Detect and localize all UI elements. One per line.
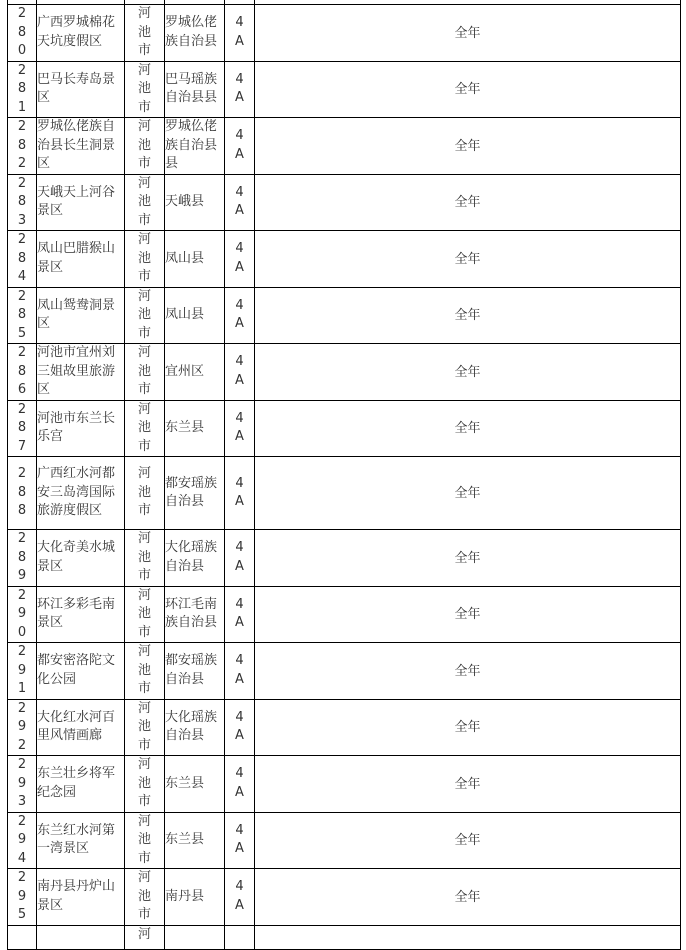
- cell-open-season: 全年: [255, 231, 681, 288]
- cell-county: 南丹县: [165, 869, 225, 926]
- cell-county: 宜州区: [165, 344, 225, 401]
- table-row: [8, 586, 681, 643]
- cell-grade: 4A: [225, 61, 255, 118]
- cell-city: 河池市: [125, 586, 165, 643]
- cell-city: 河: [125, 925, 165, 949]
- cell-scenic-name: 环江多彩毛南景区: [37, 586, 125, 643]
- cell-scenic-name: 东兰红水河第一湾景区: [37, 812, 125, 869]
- cell-scenic-name: 广西罗城棉花天坑度假区: [37, 5, 125, 62]
- cell-grade: 4A: [225, 400, 255, 457]
- cell-grade: 4A: [225, 812, 255, 869]
- cell-open-season: 全年: [255, 699, 681, 756]
- cell-open-season: 全年: [255, 756, 681, 813]
- cell-city: 河池市: [125, 643, 165, 700]
- cell-open-season: 全年: [255, 400, 681, 457]
- table-row: [8, 344, 681, 401]
- cell-grade: 4A: [225, 530, 255, 587]
- cell-open-season: 全年: [255, 643, 681, 700]
- cell-scenic-name: 巴马长寿岛景区: [37, 61, 125, 118]
- cell-city: 河池市: [125, 231, 165, 288]
- cell-grade: 4A: [225, 869, 255, 926]
- cell-county: 都安瑶族自治县: [165, 457, 225, 530]
- cell-grade: 4A: [225, 756, 255, 813]
- cell-open-season: 全年: [255, 457, 681, 530]
- cell-scenic-name: 广西红水河都安三岛湾国际旅游度假区: [37, 457, 125, 530]
- cell-county: 大化瑶族自治县: [165, 530, 225, 587]
- cell-scenic-name: 都安密洛陀文化公园: [37, 643, 125, 700]
- cell-city: 河池市: [125, 287, 165, 344]
- table-row: [8, 231, 681, 288]
- cell-open-season: [255, 925, 681, 949]
- cell-number: 283: [8, 174, 37, 231]
- cell-number: 292: [8, 699, 37, 756]
- cell-grade: 4A: [225, 643, 255, 700]
- table-row: [8, 756, 681, 813]
- table-row-partial-bottom: [8, 925, 681, 949]
- cell-county: 凤山县: [165, 287, 225, 344]
- cell-scenic-name: 罗城仫佬族自治县长生洞景区: [37, 118, 125, 175]
- cell-number: 285: [8, 287, 37, 344]
- cell-city: 河池市: [125, 118, 165, 175]
- cell-city: 河池市: [125, 61, 165, 118]
- cell-scenic-name: 河池市东兰长乐宫: [37, 400, 125, 457]
- cell-grade: 4A: [225, 118, 255, 175]
- cell-grade: 4A: [225, 699, 255, 756]
- cell-number: 286: [8, 344, 37, 401]
- table-row: [8, 5, 681, 62]
- table-body: [8, 0, 681, 949]
- table-row: [8, 118, 681, 175]
- cell-grade: 4A: [225, 586, 255, 643]
- cell-grade: 4A: [225, 174, 255, 231]
- cell-open-season: 全年: [255, 812, 681, 869]
- cell-grade: 4A: [225, 344, 255, 401]
- table-row: [8, 869, 681, 926]
- scenic-spots-table: [7, 0, 681, 950]
- table-row: [8, 287, 681, 344]
- cell-number: 295: [8, 869, 37, 926]
- table-row: [8, 530, 681, 587]
- cell-scenic-name: 东兰壮乡将军纪念园: [37, 756, 125, 813]
- cell-city: 河池市: [125, 457, 165, 530]
- cell-open-season: 全年: [255, 869, 681, 926]
- table-row: [8, 812, 681, 869]
- cell-grade: 4A: [225, 5, 255, 62]
- cell-number: 294: [8, 812, 37, 869]
- cell-number: 289: [8, 530, 37, 587]
- cell-county: 罗城仫佬族自治县: [165, 5, 225, 62]
- cell-number: 282: [8, 118, 37, 175]
- table-row: [8, 61, 681, 118]
- cell-county: 东兰县: [165, 400, 225, 457]
- cell-county: 罗城仫佬族自治县县: [165, 118, 225, 175]
- cell-open-season: 全年: [255, 118, 681, 175]
- cell-number: [8, 925, 37, 949]
- cell-number: 291: [8, 643, 37, 700]
- cell-scenic-name: 南丹县丹炉山景区: [37, 869, 125, 926]
- cell-county: 大化瑶族自治县: [165, 699, 225, 756]
- cell-county: 东兰县: [165, 812, 225, 869]
- cell-open-season: 全年: [255, 287, 681, 344]
- table-row: [8, 400, 681, 457]
- cell-open-season: 全年: [255, 61, 681, 118]
- cell-number: 280: [8, 5, 37, 62]
- cell-scenic-name: [37, 925, 125, 949]
- cell-scenic-name: 天峨天上河谷景区: [37, 174, 125, 231]
- cell-number: 284: [8, 231, 37, 288]
- cell-county: 环江毛南族自治县: [165, 586, 225, 643]
- cell-city: 河池市: [125, 812, 165, 869]
- cell-county: 天峨县: [165, 174, 225, 231]
- cell-grade: [225, 925, 255, 949]
- cell-scenic-name: 河池市宜州刘三姐故里旅游区: [37, 344, 125, 401]
- cell-number: 288: [8, 457, 37, 530]
- cell-open-season: 全年: [255, 5, 681, 62]
- cell-scenic-name: 大化红水河百里风情画廊: [37, 699, 125, 756]
- cell-open-season: 全年: [255, 174, 681, 231]
- cell-city: 河池市: [125, 756, 165, 813]
- cell-grade: 4A: [225, 231, 255, 288]
- cell-city: 河池市: [125, 869, 165, 926]
- cell-number: 290: [8, 586, 37, 643]
- cell-county: 都安瑶族自治县: [165, 643, 225, 700]
- table-row: [8, 643, 681, 700]
- cell-open-season: 全年: [255, 586, 681, 643]
- cell-city: 河池市: [125, 530, 165, 587]
- cell-scenic-name: 凤山鸳鸯洞景区: [37, 287, 125, 344]
- cell-county: 凤山县: [165, 231, 225, 288]
- cell-open-season: 全年: [255, 530, 681, 587]
- cell-grade: 4A: [225, 457, 255, 530]
- table-row: [8, 174, 681, 231]
- cell-grade: 4A: [225, 287, 255, 344]
- table-row: [8, 457, 681, 530]
- cell-number: 287: [8, 400, 37, 457]
- cell-scenic-name: 大化奇美水城景区: [37, 530, 125, 587]
- cell-open-season: 全年: [255, 344, 681, 401]
- cell-number: 293: [8, 756, 37, 813]
- cell-city: 河池市: [125, 344, 165, 401]
- cell-county: 巴马瑶族自治县县: [165, 61, 225, 118]
- table-row: [8, 699, 681, 756]
- cell-number: 281: [8, 61, 37, 118]
- cell-scenic-name: 凤山巴腊猴山景区: [37, 231, 125, 288]
- cell-city: 河池市: [125, 699, 165, 756]
- cell-county: 东兰县: [165, 756, 225, 813]
- cell-city: 河池市: [125, 5, 165, 62]
- cell-city: 河池市: [125, 174, 165, 231]
- cell-county: [165, 925, 225, 949]
- cell-city: 河池市: [125, 400, 165, 457]
